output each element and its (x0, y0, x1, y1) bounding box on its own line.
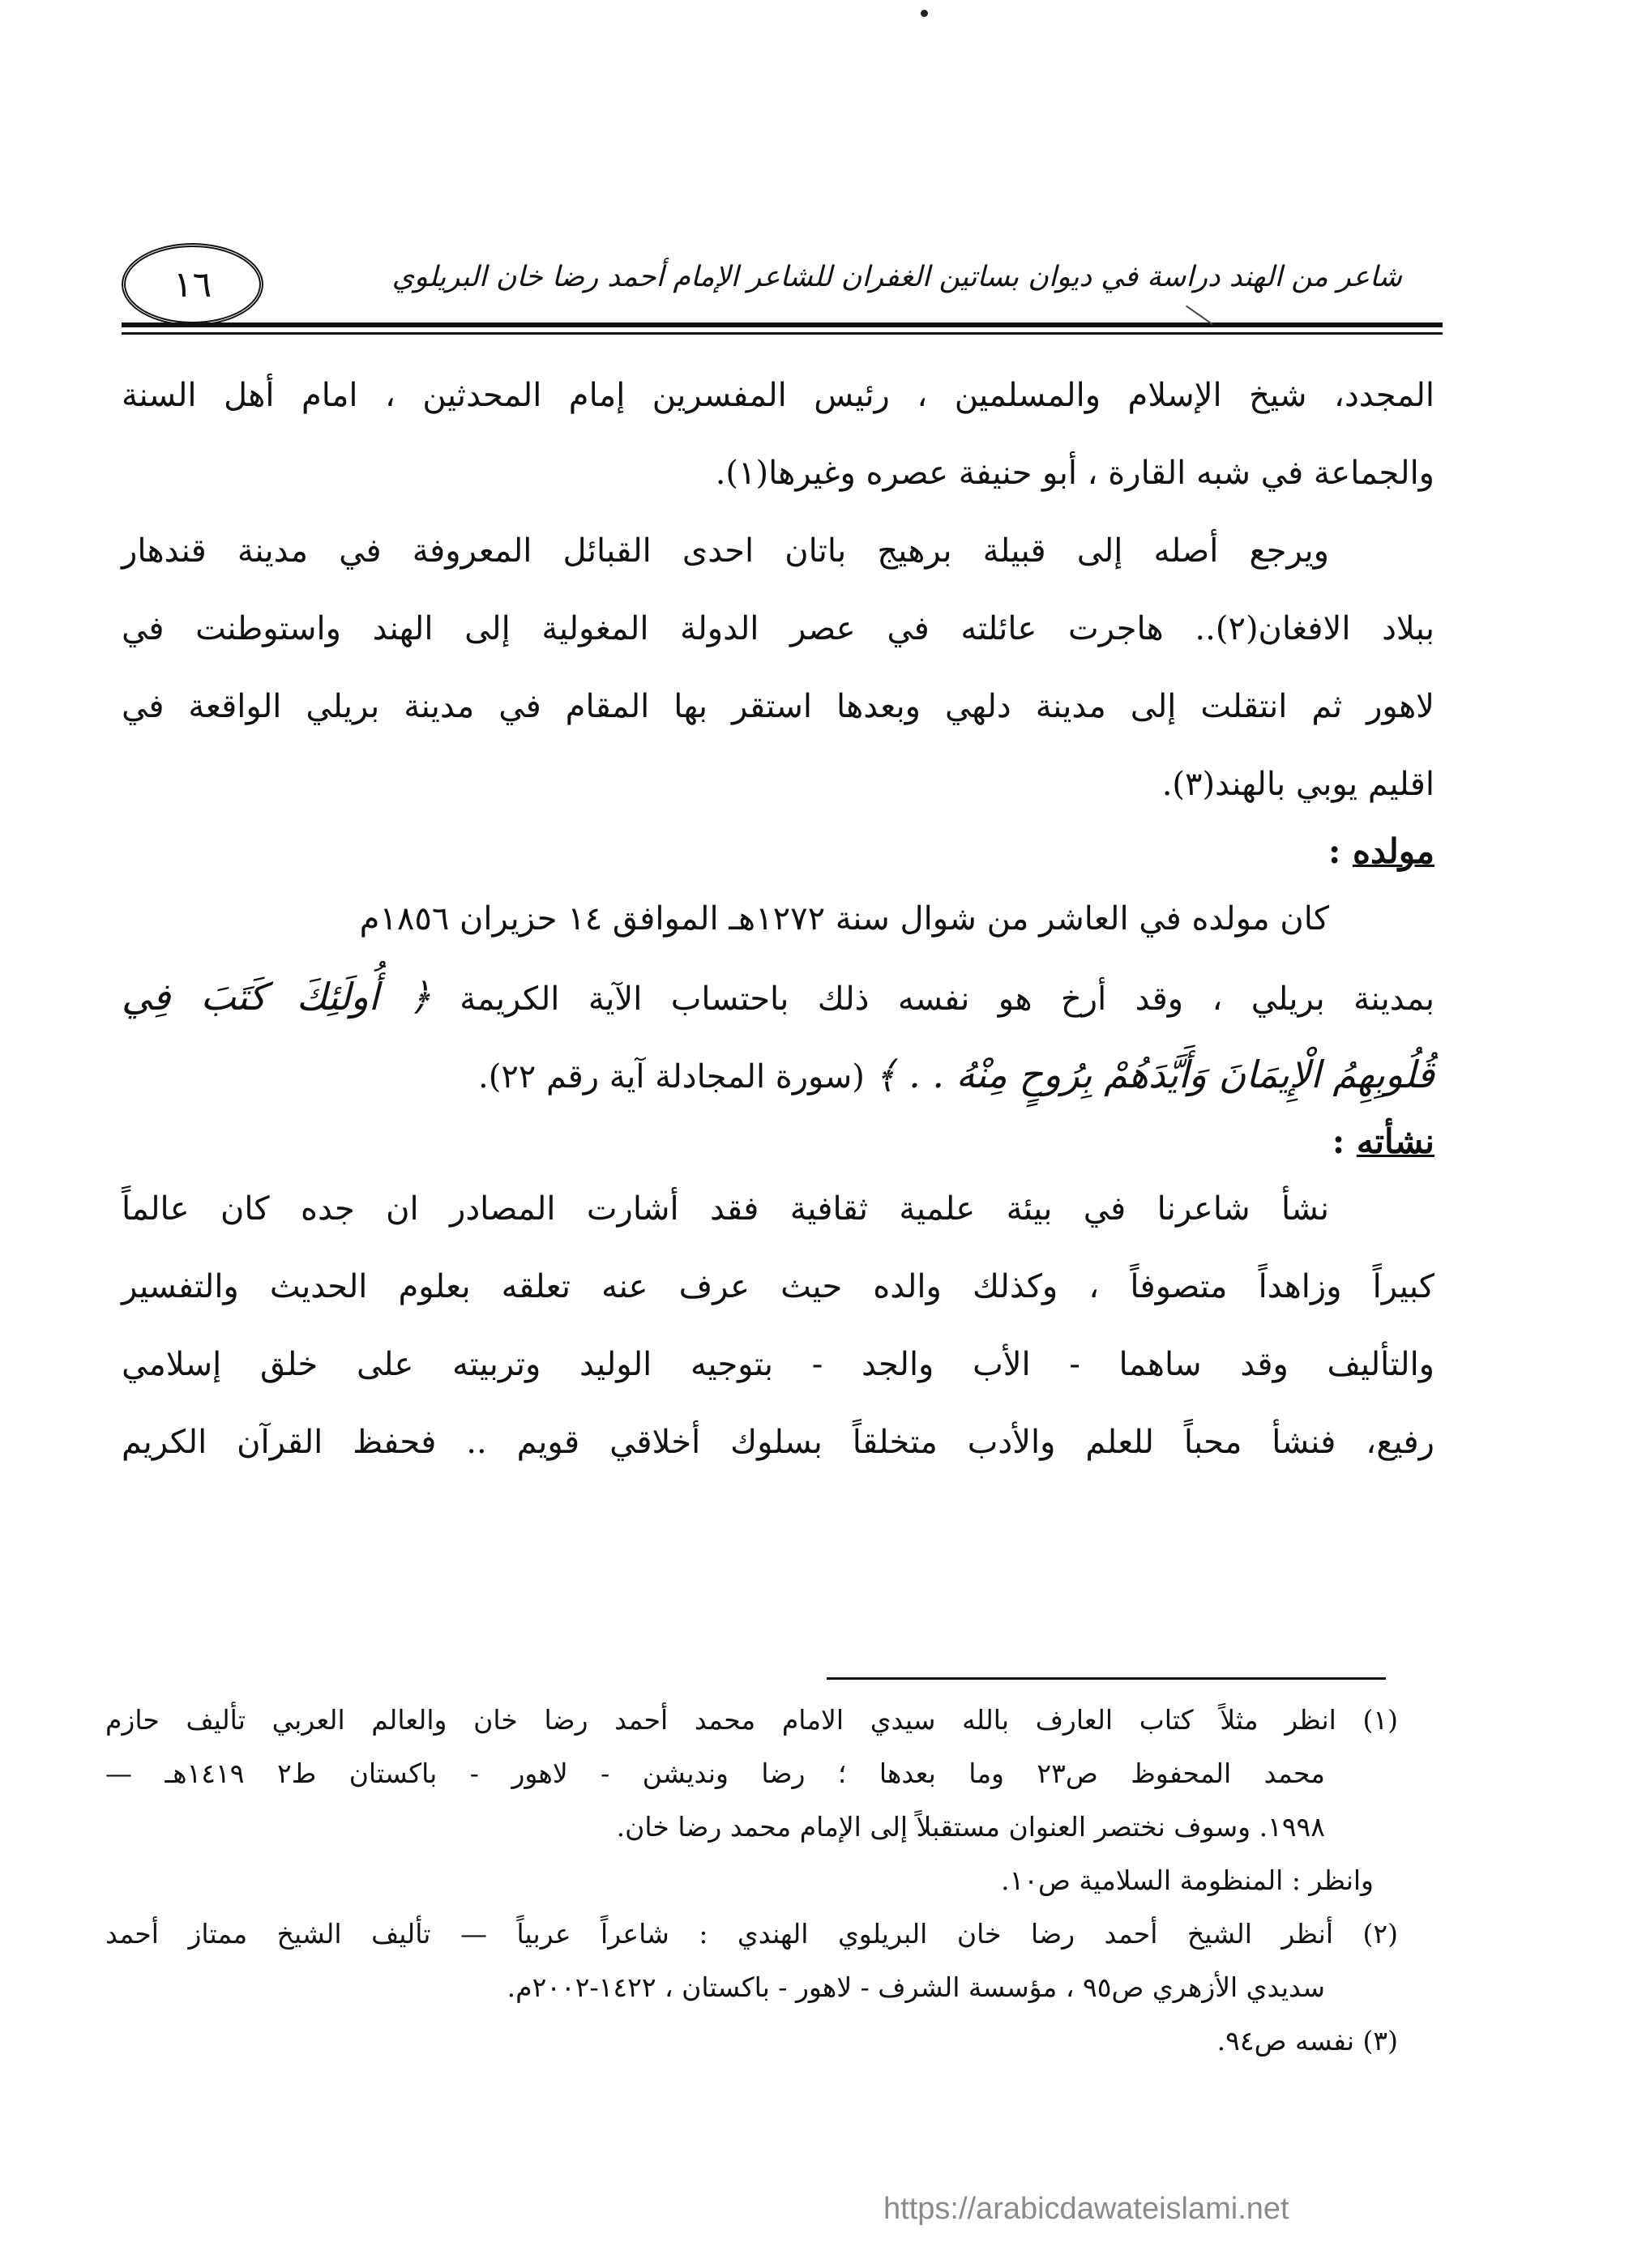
body-text (122, 357, 1434, 1481)
paragraph-line: ويرجع أصله إلى قبيلة برهيج باتان احدى القبائل المعروفة في مدينة قندهار (122, 532, 1329, 570)
quran-verse-start: ﴿ أُولَئِكَ كَتَبَ فِي (122, 975, 431, 1019)
scan-dot (921, 10, 928, 17)
paragraph-line: رفيع، فنشأ محباً للعلم والأدب متخلقاً بسلوك أخلاقي قويم .. فحفظ القرآن الكريم (122, 1424, 1434, 1461)
paragraph-line: اقليم يوبي بالهند(٣). (1161, 766, 1434, 803)
running-title: شاعر من الهند دراسة في ديوان بساتين الغفران للشاعر الإمام أحمد رضا خان البريلوي (391, 261, 1402, 293)
footnote-1-cont: محمد المحفوظ ص٢٣ وما بعدها ؛ رضا ونديشن - لاهور - باكستان ط٢ ١٤١٩هـ — (105, 1758, 1325, 1789)
page-number: ١٦ (122, 243, 263, 326)
paragraph-line (122, 1036, 1434, 1113)
paragraph-line: كان مولده في العاشر من شوال سنة ١٢٧٢هـ الموافق ١٤ حزيران ١٨٥٦م (359, 900, 1329, 938)
footnotes (105, 1694, 1398, 2068)
section-heading-birth (122, 823, 1434, 880)
quran-verse-end: قُلُوبِهِمُ الْإِيمَانَ وَأَيَّدَهُمْ بِرُوحٍ مِنْهُ . . ﴾ (874, 1053, 1434, 1096)
watermark-url: https://arabicdawateislami.net (883, 2192, 1289, 2226)
section-heading-upbringing (122, 1113, 1434, 1170)
paragraph-line: نشأ شاعرنا في بيئة علمية ثقافية فقد أشارت المصادر ان جده كان عالماً (122, 1190, 1329, 1228)
line-text: بمدينة بريلي ، وقد أرخ هو نفسه ذلك باحتساب الآية الكريمة (460, 980, 1434, 1018)
paragraph-line: والتأليف وقد ساهما - الأب والجد - بتوجيه الوليد وتربيته على خلق إسلامي (122, 1346, 1434, 1383)
paragraph-line: لاهور ثم انتقلت إلى مدينة دلهي وبعدها استقر بها المقام في مدينة بريلي الواقعة في (122, 688, 1434, 725)
footnote-1-extra: وانظر : المنظومة السلامية ص١٠. (1001, 1864, 1374, 1896)
paragraph-line (122, 958, 1434, 1036)
heading-colon: : (1332, 1121, 1345, 1161)
paragraph-line: المجدد، شيخ الإسلام والمسلمين ، رئيس المفسرين إمام المحدثين ، امام أهل السنة (122, 377, 1434, 414)
heading-colon: : (1327, 831, 1341, 871)
footnote-2-cont: سديدي الأزهري ص٩٥ ، مؤسسة الشرف - لاهور - باكستان ، ١٤٢٢-٢٠٠٢م. (507, 1971, 1325, 2003)
heading-word: مولده (1352, 831, 1434, 871)
paragraph-line: ببلاد الافغان(٢).. هاجرت عائلته في عصر الدولة المغولية إلى الهند واستوطنت في (122, 610, 1435, 647)
footnote-2: (٢) أنظر الشيخ أحمد رضا خان البريلوي الهندي : شاعراً عربياً — تأليف الشيخ ممتاز أحمد (105, 1918, 1398, 1950)
header-rule-thick (122, 322, 1443, 327)
heading-word: نشأته (1356, 1121, 1434, 1161)
footnote-1: (١) انظر مثلاً كتاب العارف بالله سيدي الامام محمد أحمد رضا خان والعالم العربي تأليف حازم (105, 1704, 1398, 1736)
paragraph-line: والجماعة في شبه القارة ، أبو حنيفة عصره وغيرها(١). (715, 455, 1434, 492)
paragraph-line: كبيراً وزاهداً متصوفاً ، وكذلك والده حيث عرف عنه تعلقه بعلوم الحديث والتفسير (122, 1268, 1434, 1305)
header-rule-thin (122, 332, 1443, 335)
footnote-1-cont: ١٩٩٨. وسوف نختصر العنوان مستقبلاً إلى الإمام محمد رضا خان. (616, 1811, 1325, 1843)
quran-reference: (سورة المجادلة آية رقم ٢٢). (477, 1058, 865, 1096)
footnote-3: (٣) نفسه ص٩٤. (1216, 2025, 1398, 2057)
footnote-separator (827, 1677, 1386, 1680)
